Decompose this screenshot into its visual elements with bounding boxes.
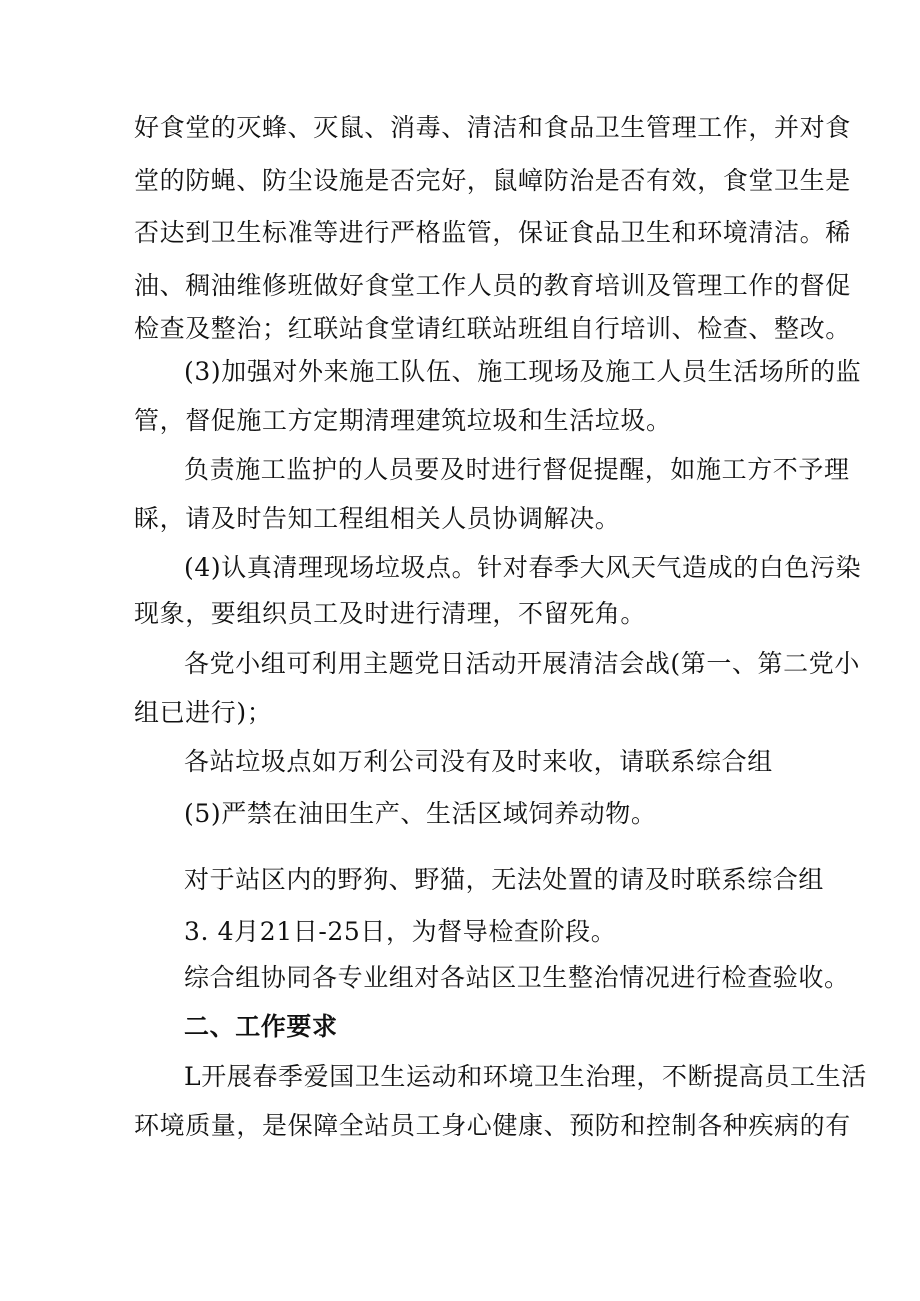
paragraph-line: 组已进行)； xyxy=(134,698,273,727)
paragraph-line: 管，督促施工方定期清理建筑垃圾和生活垃圾。 xyxy=(134,406,672,435)
paragraph-line: (4)认真清理现场垃圾点。针对春季大风天气造成的白色污染 xyxy=(184,553,862,582)
paragraph-line: 对于站区内的野狗、野猫，无法处置的请及时联系综合组 xyxy=(184,865,825,894)
paragraph-line: 好食堂的灭蜂、灭鼠、消毒、清洁和食品卫生管理工作，并对食 xyxy=(134,113,851,142)
paragraph-line: 综合组协同各专业组对各站区卫生整治情况进行检查验收。 xyxy=(184,963,850,992)
paragraph-line: 现象，要组织员工及时进行清理，不留死角。 xyxy=(134,599,647,628)
paragraph-line: 检查及整治；红联站食堂请红联站班组自行培训、检查、整改。 xyxy=(134,314,851,343)
paragraph-line: 堂的防蝇、防尘设施是否完好，鼠嶂防治是否有效，食堂卫生是 xyxy=(134,166,851,195)
paragraph-line: 各站垃圾点如万利公司没有及时来收，请联系综合组 xyxy=(184,747,773,776)
paragraph-line: 各党小组可利用主题党日活动开展清洁会战(第一、第二党小 xyxy=(184,649,860,678)
paragraph-line: 负责施工监护的人员要及时进行督促提醒，如施工方不予理 xyxy=(184,455,850,484)
paragraph-line: L开展春季爱国卫生运动和环境卫生治理，不断提高员工生活 xyxy=(184,1062,867,1091)
paragraph-line: 睬，请及时告知工程组相关人员协调解决。 xyxy=(134,504,621,533)
paragraph-line: 环境质量，是保障全站员工身心健康、预防和控制各种疾病的有 xyxy=(134,1111,851,1140)
paragraph-line: (5)严禁在油田生产、生活区域饲养动物。 xyxy=(184,799,657,828)
paragraph-line: 3. 4月21日-25日，为督导检查阶段。 xyxy=(184,917,617,946)
paragraph-line: (3)加强对外来施工队伍、施工现场及施工人员生活场所的监 xyxy=(184,357,862,386)
section-heading: 二、工作要求 xyxy=(184,1012,338,1041)
paragraph-line: 否达到卫生标准等进行严格监管，保证食品卫生和环境清洁。稀 xyxy=(134,218,851,247)
paragraph-line: 油、稠油维修班做好食堂工作人员的教育培训及管理工作的督促 xyxy=(134,271,851,300)
